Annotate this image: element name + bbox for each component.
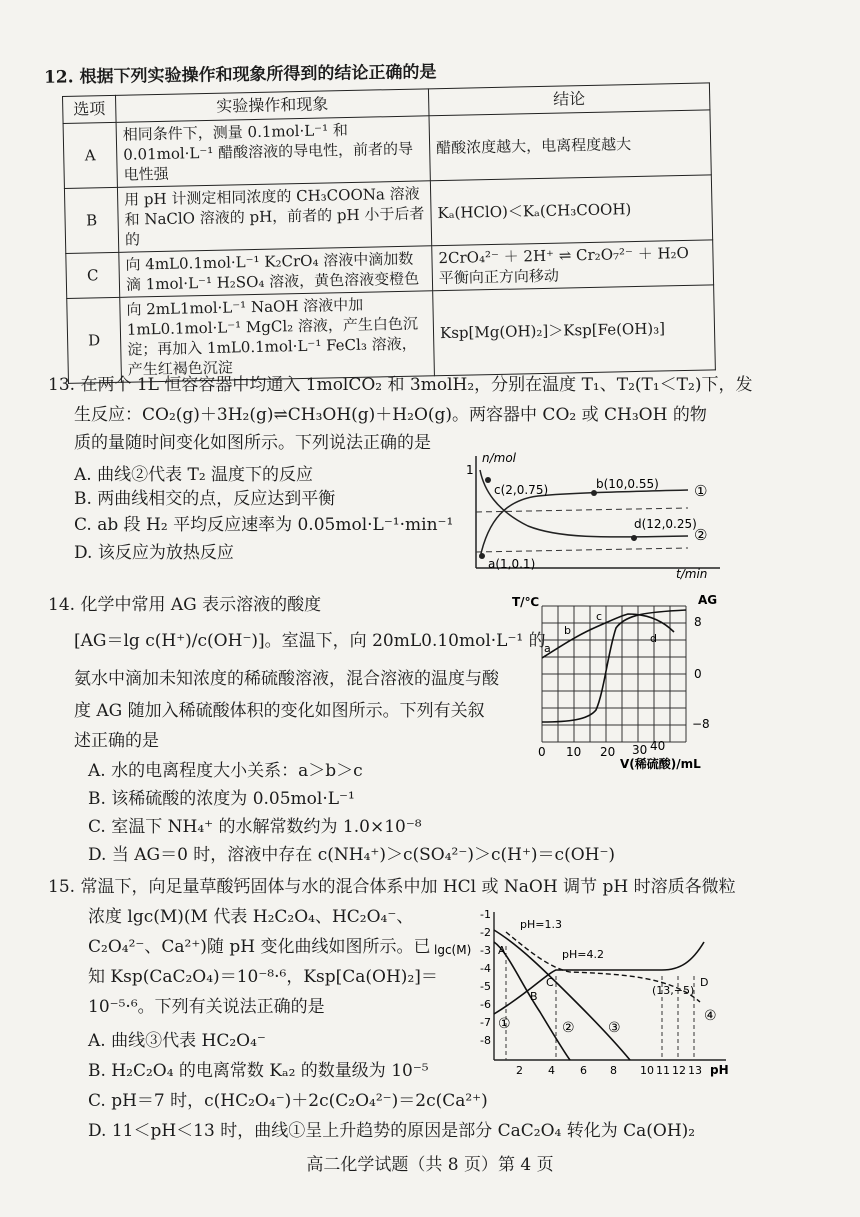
point-d-label: d	[650, 632, 657, 645]
conclusion-cell: 醋酸浓度越大，电离程度越大	[429, 110, 711, 181]
q14-line1: 14. 化学中常用 AG 表示溶液的酸度	[48, 595, 322, 615]
q13-option-a: A. 曲线②代表 T₂ 温度下的反应	[74, 465, 314, 485]
y-tick: -3	[480, 944, 491, 957]
q13-option-b: B. 两曲线相交的点，反应达到平衡	[74, 489, 336, 509]
x-tick-30: 30	[632, 743, 648, 757]
table-row	[67, 285, 716, 384]
label-b: b(10,0.55)	[596, 477, 659, 491]
x-tick-20: 20	[600, 745, 616, 759]
q15-option-c: C. pH＝7 时，c(HC₂O₄⁻)＋2c(C₂O₄²⁻)＝2c(Ca²⁺)	[88, 1091, 488, 1111]
point-b-label: b	[564, 624, 571, 637]
annotation-point: (13,−5)	[652, 984, 695, 997]
q12-header-option: 选项	[63, 95, 117, 123]
q14-line2: [AG＝lg c(H⁺)/c(OH⁻)]。室温下，向 20mL0.10mol·L⁻¹ 的	[74, 631, 546, 651]
q14-option-d: D. 当 AG＝0 时，溶液中存在 c(NH₄⁺)＞c(SO₄²⁻)＞c(H⁺)＝c(OH⁻)	[88, 845, 616, 865]
curve-1-label: ①	[498, 1016, 511, 1032]
conclusion-cell: Kₐ(HClO)＜Kₐ(CH₃COOH)	[430, 175, 712, 246]
q14-option-b: B. 该稀硫酸的浓度为 0.05mol·L⁻¹	[88, 789, 355, 809]
ag-tick-neg8: −8	[692, 717, 710, 731]
y-tick-label: 1	[466, 463, 474, 477]
conclusion-cell: Ksp[Mg(OH)₂]＞Ksp[Fe(OH)₃]	[433, 285, 716, 376]
point-b-label: B	[530, 990, 538, 1003]
x-tick-0: 0	[538, 745, 546, 759]
q15-option-d: D. 11＜pH＜13 时，曲线①呈上升趋势的原因是部分 CaC₂O₄ 转化为 Ca(OH)₂	[88, 1121, 696, 1141]
y-axis-right-label: AG	[698, 593, 718, 607]
q12-header-conclusion: 结论	[428, 83, 710, 116]
x-tick: 13	[688, 1064, 702, 1077]
q13-option-c: C. ab 段 H₂ 平均反应速率为 0.05mol·L⁻¹·min⁻¹	[74, 515, 454, 535]
x-axis-label: V(稀硫酸)/mL	[620, 757, 701, 771]
option-letter: C	[66, 252, 120, 298]
label-c: c(2,0.75)	[494, 483, 549, 497]
q13-line2: 生反应：CO₂(g)＋3H₂(g)⇌CH₃OH(g)＋H₂O(g)。两容器中 CO₂ 或 CH₃OH 的物	[74, 405, 707, 425]
x-tick: 8	[610, 1064, 617, 1077]
page-footer: 高二化学试题（共 8 页）第 4 页	[306, 1155, 554, 1175]
q14-option-c: C. 室温下 NH₄⁺ 的水解常数约为 1.0×10⁻⁸	[88, 817, 422, 837]
point-a-label: A	[498, 944, 506, 957]
conclusion-cell: 2CrO₄²⁻ ＋ 2H⁺ ⇌ Cr₂O₇²⁻ ＋ H₂O 平衡向正方向移动	[432, 240, 714, 291]
q15-line5: 10⁻⁵·⁶。下列有关说法正确的是	[88, 997, 325, 1017]
point-d	[631, 535, 637, 541]
y-tick: -7	[480, 1016, 491, 1029]
q15-chart	[430, 902, 750, 1082]
ag-tick-8: 8	[694, 615, 702, 629]
q12-table	[62, 82, 716, 384]
y-tick: -6	[480, 998, 491, 1011]
y-tick: -2	[480, 926, 491, 939]
y-axis-label: n/mol	[482, 451, 517, 465]
q15-line1: 15. 常温下，向足量草酸钙固体与水的混合体系中加 HCl 或 NaOH 调节 pH 时溶质各微粒	[48, 877, 736, 897]
x-tick: 10	[640, 1064, 654, 1077]
point-a	[479, 553, 485, 559]
q12-header-operation: 实验操作和现象	[115, 89, 428, 123]
annotation-ph42: pH=4.2	[562, 948, 604, 961]
q14-line5: 述正确的是	[74, 731, 159, 751]
curve-3-label: ③	[608, 1020, 621, 1036]
y-axis-label: lgc(M)	[434, 943, 472, 957]
q13-line3: 质的量随时间变化如图所示。下列说法正确的是	[74, 433, 431, 453]
point-c-label: C	[546, 976, 554, 989]
curve-1-label: ①	[694, 482, 708, 500]
q13-line1: 13. 在两个 1L 恒容容器中均通入 1molCO₂ 和 3molH₂，分别在温度 T₁、T₂(T₁＜T₂)下，发	[48, 375, 753, 395]
x-tick: 12	[672, 1064, 686, 1077]
curve-2-label: ②	[694, 526, 708, 544]
x-tick: 2	[516, 1064, 523, 1077]
y-tick: -1	[480, 908, 491, 921]
q14-chart	[508, 592, 740, 772]
x-tick-40: 40	[650, 739, 666, 753]
x-tick: 4	[548, 1064, 555, 1077]
point-c-label: c	[596, 610, 603, 623]
q15-line2: 浓度 lgc(M)(M 代表 H₂C₂O₄、HC₂O₄⁻、	[88, 907, 414, 927]
x-axis-label: pH	[710, 1063, 729, 1077]
annotation-ph13: pH=1.3	[520, 918, 562, 931]
label-d: d(12,0.25)	[634, 517, 697, 531]
q14-line3: 氨水中滴加未知浓度的稀硫酸溶液，混合溶液的温度与酸	[74, 669, 499, 689]
y-tick: -8	[480, 1034, 491, 1047]
y-tick: -4	[480, 962, 491, 975]
point-a-label: a	[544, 642, 551, 655]
label-a: a(1,0.1)	[488, 557, 536, 571]
q14-option-a: A. 水的电离程度大小关系：a＞b＞c	[88, 761, 363, 781]
option-letter: D	[67, 297, 122, 383]
x-axis-label: t/min	[676, 567, 708, 580]
option-letter: B	[64, 187, 118, 253]
point-c	[485, 477, 491, 483]
y-axis-left-label: T/℃	[512, 595, 540, 609]
q12-stem: 12. 根据下列实验操作和现象所得到的结论正确的是	[43, 62, 437, 88]
q15-line3: C₂O₄²⁻、Ca²⁺)随 pH 变化曲线如图所示。已	[88, 937, 431, 957]
operation-cell: 用 pH 计测定相同浓度的 CH₃COONa 溶液和 NaClO 溶液的 pH，前者的 pH 小于后者的	[117, 181, 431, 253]
q14-line4: 度 AG 随加入稀硫酸体积的变化如图所示。下列有关叙	[74, 701, 485, 721]
curve-2-label: ②	[562, 1020, 575, 1036]
option-letter: A	[63, 122, 117, 188]
q15-option-b: B. H₂C₂O₄ 的电离常数 Kₐ₂ 的数量级为 10⁻⁵	[88, 1061, 429, 1081]
x-tick: 11	[656, 1064, 670, 1077]
point-d-label: D	[700, 976, 709, 989]
operation-cell: 向 2mL1mol·L⁻¹ NaOH 溶液中加 1mL0.1mol·L⁻¹ MgCl₂ 溶液，产生白色沉淀；再加入 1mL0.1mol·L⁻¹ FeCl₃ 溶液，产生红褐色沉淀	[120, 291, 435, 383]
y-tick: -5	[480, 980, 491, 993]
q13-option-d: D. 该反应为放热反应	[74, 543, 234, 563]
operation-cell: 向 4mL0.1mol·L⁻¹ K₂CrO₄ 溶液中滴加数滴 1mol·L⁻¹ H₂SO₄ 溶液，黄色溶液变橙色	[119, 246, 433, 298]
q15-option-a: A. 曲线③代表 HC₂O₄⁻	[88, 1031, 266, 1051]
x-tick-10: 10	[566, 745, 582, 759]
q15-line4: 知 Ksp(CaC₂O₄)＝10⁻⁸·⁶，Ksp[Ca(OH)₂]＝	[88, 967, 438, 987]
x-tick: 6	[580, 1064, 587, 1077]
dashed-line-upper	[476, 508, 688, 512]
ag-tick-0: 0	[694, 667, 702, 681]
curve-4-label: ④	[704, 1008, 717, 1024]
q13-chart	[458, 450, 734, 580]
dashed-line-lower	[476, 548, 688, 552]
operation-cell: 相同条件下，测量 0.1mol·L⁻¹ 和 0.01mol·L⁻¹ 醋酸溶液的导电性，前者的导电性强	[116, 116, 430, 188]
